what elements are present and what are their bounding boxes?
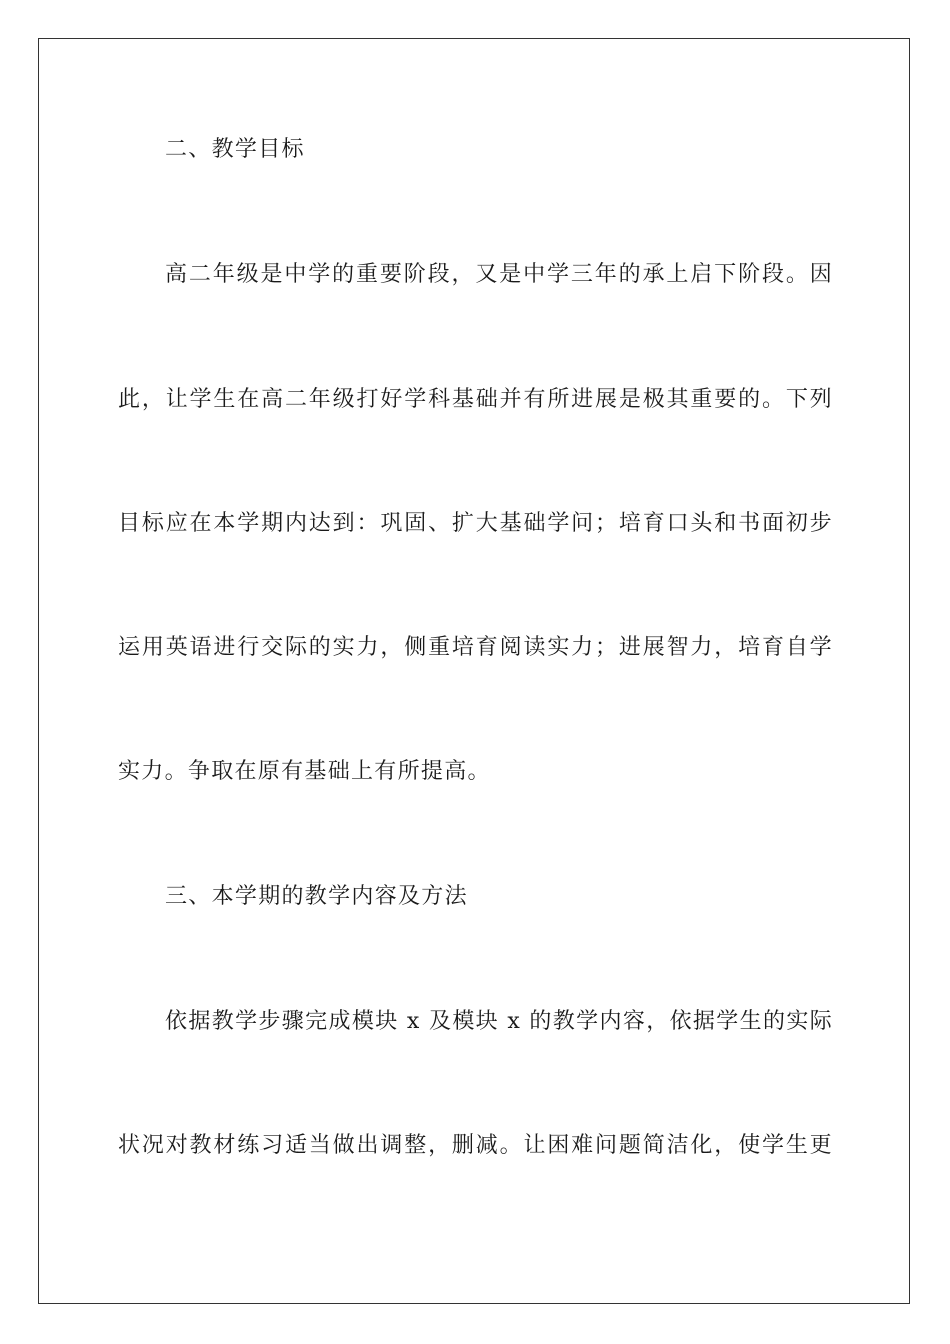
paragraph-line: 运用英语进行交际的实力，侧重培育阅读实力；进展智力，培育自学	[118, 635, 833, 660]
paragraph-line: 此，让学生在高二年级打好学科基础并有所进展是极其重要的。下列	[118, 387, 833, 412]
page-border	[38, 38, 910, 1304]
paragraph-line: 状况对教材练习适当做出调整，删减。让困难问题简洁化，使学生更	[118, 1133, 833, 1158]
section-heading-content-methods: 三、本学期的教学内容及方法	[165, 884, 468, 909]
paragraph-line: 依据教学步骤完成模块 x 及模块 x 的教学内容，依据学生的实际	[165, 1009, 833, 1034]
paragraph-line: 目标应在本学期内达到：巩固、扩大基础学问；培育口头和书面初步	[118, 511, 833, 536]
paragraph-line: 高二年级是中学的重要阶段，又是中学三年的承上启下阶段。因	[165, 262, 833, 287]
section-heading-teaching-goals: 二、教学目标	[165, 137, 305, 162]
paragraph-line: 实力。争取在原有基础上有所提高。	[118, 759, 491, 784]
